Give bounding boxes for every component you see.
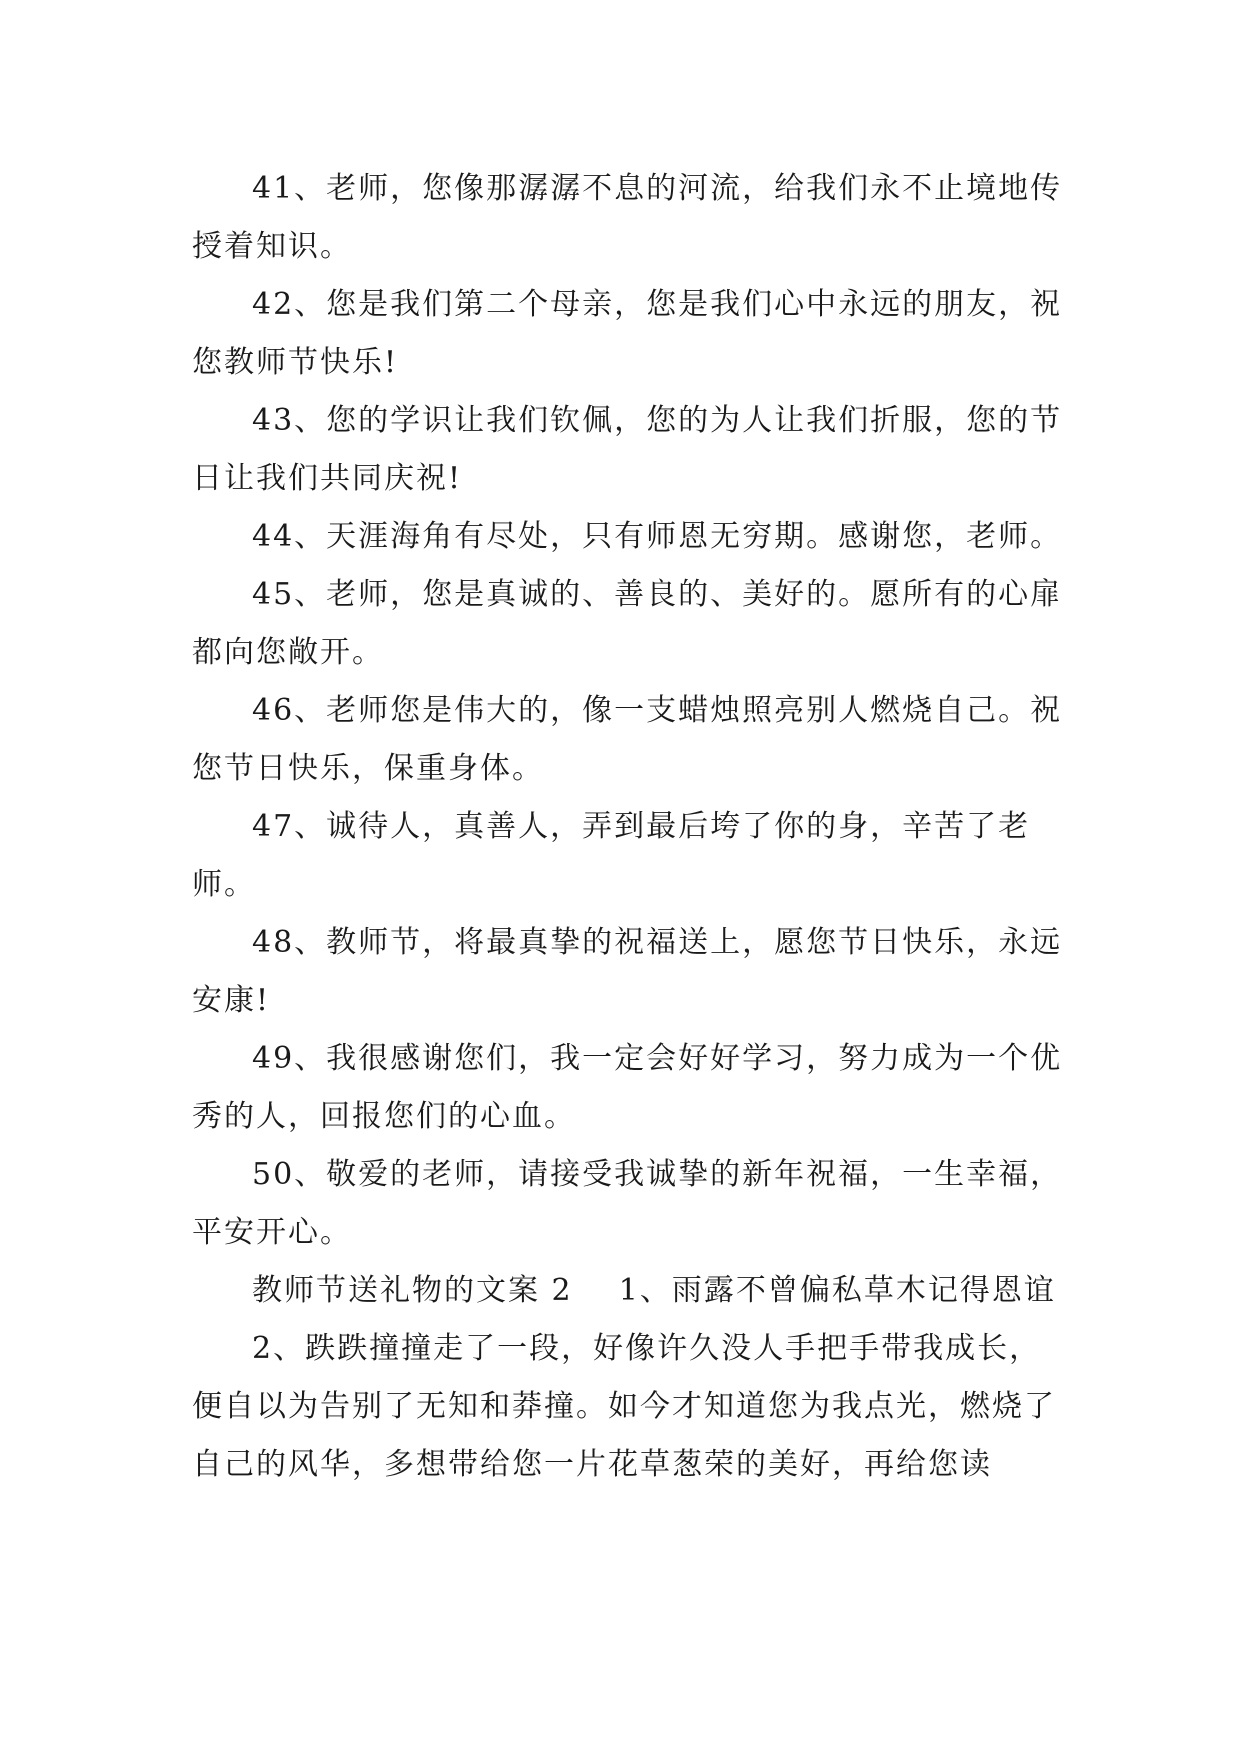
paragraph-49: 49、我很感谢您们，我一定会好好学习，努力成为一个优秀的人，回报您们的心血。 (192, 1041, 1063, 1134)
section-heading-paragraph: 教师节送礼物的文案 2 1、雨露不曾偏私草木记得恩谊 (252, 1273, 1056, 1308)
paragraph-2: 2、跌跌撞撞走了一段，好像许久没人手把手带我成长，便自以为告别了无知和莽撞。如今才知道您为我点光，燃烧了自己的风华，多想带给您一片花草葱荣的美好，再给您读 (192, 1331, 1056, 1482)
paragraph-46: 46、老师您是伟大的，像一支蜡烛照亮别人燃烧自己。祝您节日快乐，保重身体。 (192, 693, 1063, 786)
paragraph-50: 50、敬爱的老师，请接受我诚挚的新年祝福，一生幸福，平安开心。 (192, 1157, 1063, 1250)
paragraph-44: 44、天涯海角有尽处，只有师恩无穷期。感谢您，老师。 (252, 519, 1063, 554)
document-body (192, 160, 1072, 1494)
paragraph-45: 45、老师，您是真诚的、善良的、美好的。愿所有的心扉都向您敞开。 (192, 577, 1063, 670)
paragraph-41: 41、老师，您像那潺潺不息的河流，给我们永不止境地传授着知识。 (192, 171, 1063, 264)
paragraph-43: 43、您的学识让我们钦佩，您的为人让我们折服，您的节日让我们共同庆祝! (192, 403, 1063, 496)
paragraph-48: 48、教师节，将最真挚的祝福送上，愿您节日快乐，永远安康! (192, 925, 1063, 1018)
paragraph-47: 47、诚待人，真善人，弄到最后垮了你的身，辛苦了老师。 (192, 809, 1031, 902)
paragraph-42: 42、您是我们第二个母亲，您是我们心中永远的朋友，祝您教师节快乐! (192, 287, 1063, 380)
